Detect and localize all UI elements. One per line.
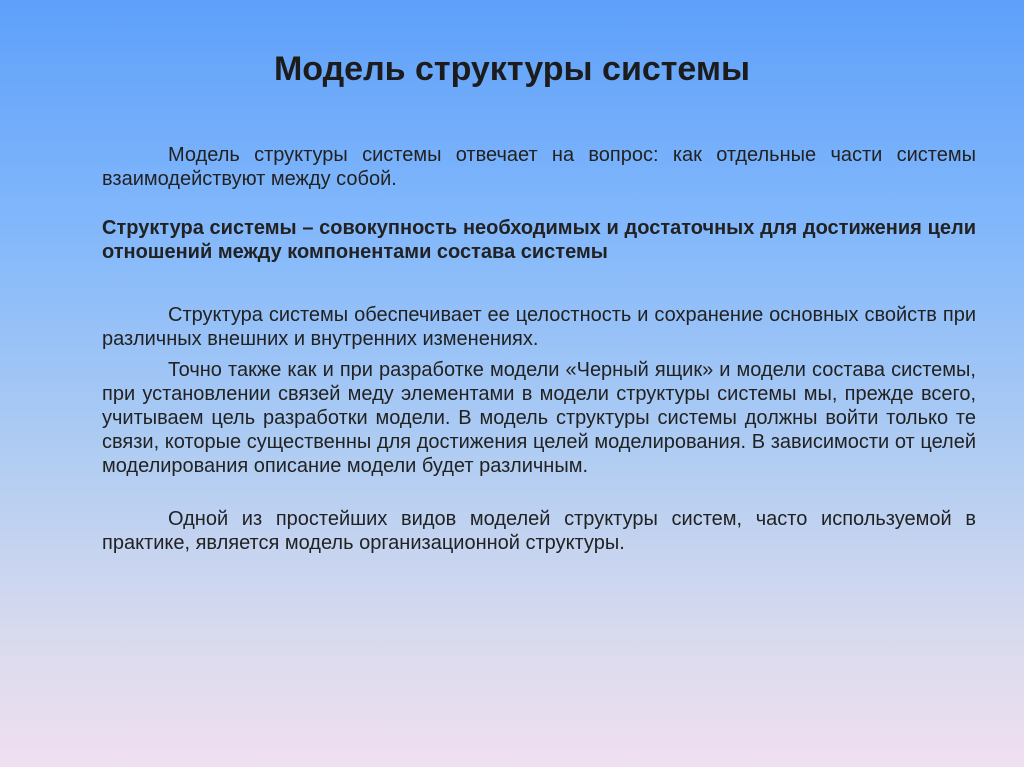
- slide-body: [102, 143, 976, 555]
- paragraph-definition-question: Модель структуры системы отвечает на вопрос: как отдельные части системы взаимодействуют между собой.: [102, 144, 976, 190]
- paragraph-integrity: Структура системы обеспечивает ее целостность и сохранение основных свойств при различных внешних и внутренних изменениях.: [102, 304, 976, 350]
- paragraph-structure-definition: Структура системы – совокупность необходимых и достаточных для достижения цели отношений между компонентами состава системы: [102, 217, 976, 263]
- paragraph-org-structure: Одной из простейших видов моделей структуры систем, часто используемой в практике, является модель организационной структуры.: [102, 508, 976, 554]
- paragraph-modeling-goals: Точно также как и при разработке модели «Черный ящик» и модели состава системы, при установлении связей меду элементами в модели структуры системы мы, прежде всего, учитываем цель разработки модели. В модель структуры системы должны войти только те связи, которые существенны для достижения целей моделирования. В зависимости от целей моделирования описание модели будет различным.: [102, 359, 976, 477]
- slide-title: Модель структуры системы: [273, 50, 751, 88]
